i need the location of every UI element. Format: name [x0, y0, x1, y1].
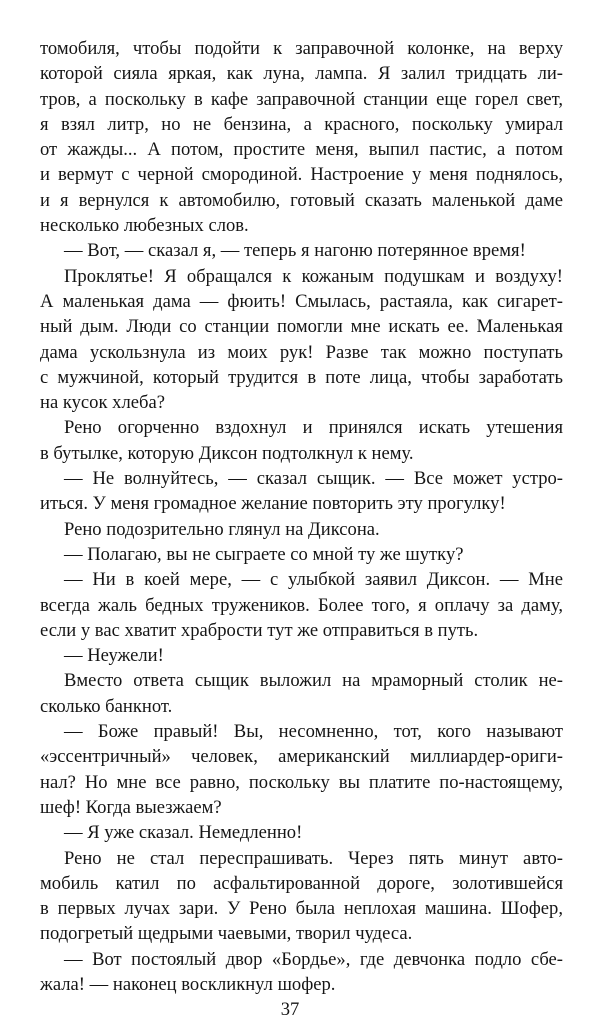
paragraph — [40, 668, 563, 719]
text-line: несколько любезных слов. — [40, 215, 249, 237]
text-line: — Не волнуйтесь, — сказал сыщик. — Все может устро- — [64, 468, 563, 490]
text-line: иться. У меня громадное желание повторить эту прогулку! — [40, 493, 506, 515]
text-line: — Ни в коей мере, — с улыбкой заявил Диксон. — Мне — [64, 569, 563, 591]
paragraph — [40, 719, 563, 820]
text-line: нал? Но мне все равно, поскольку вы платите по-настоящему, — [40, 771, 563, 793]
page-body-text — [40, 36, 563, 997]
paragraph — [40, 846, 563, 947]
paragraph — [40, 643, 563, 668]
text-line: Рено огорченно вздохнул и принялся искать утешения — [64, 417, 563, 439]
text-line: всегда жаль бедных тружеников. Более того, я оплачу за даму, — [40, 594, 563, 616]
text-line: — Вот, — сказал я, — теперь я нагоню потерянное время! — [64, 240, 526, 262]
text-line: которой сияла яркая, как луна, лампа. Я залил тридцать ли- — [40, 63, 563, 85]
text-line: дама ускользнула из моих рук! Разве так можно поступать — [40, 341, 563, 363]
text-line: томобиля, чтобы подойти к заправочной колонке, на верху — [40, 38, 563, 59]
text-line: ный дым. Люди со станции помогли мне искать ее. Маленькая — [40, 316, 563, 338]
text-line: Рено не стал переспрашивать. Через пять минут авто- — [64, 847, 563, 869]
text-line: от жажды... А потом, простите меня, выпил пастис, а потом — [40, 139, 563, 161]
paragraph — [40, 415, 563, 466]
paragraph — [40, 238, 563, 263]
text-line: — Вот постоялый двор «Бордье», где девчонка подло сбе- — [64, 948, 563, 970]
text-line: подогретый щедрыми чаевыми, творил чудеса. — [40, 923, 413, 945]
text-line: в бутылке, которую Диксон подтолкнул к нему. — [40, 442, 414, 464]
text-line: сколько банкнот. — [40, 695, 173, 717]
page-number: 37 — [280, 999, 300, 1020]
text-line: А маленькая дама — фюить! Смылась, растаяла, как сигарет- — [40, 290, 563, 312]
text-line: если у вас хватит храбрости тут же отправиться в путь. — [40, 619, 479, 641]
paragraph — [40, 947, 563, 998]
text-line: с мужчиной, который трудится в поте лица, чтобы заработать — [40, 366, 563, 388]
text-line: и я вернулся к автомобилю, готовый сказать маленькой даме — [40, 189, 563, 211]
text-line: Вместо ответа сыщик выложил на мраморный столик не- — [64, 670, 563, 692]
text-line: — Я уже сказал. Немедленно! — [64, 822, 303, 844]
paragraph — [40, 264, 563, 416]
text-line: Рено подозрительно глянул на Диксона. — [64, 518, 380, 540]
text-line: — Полагаю, вы не сыграете со мной ту же шутку? — [64, 543, 464, 565]
paragraph — [40, 517, 563, 542]
paragraph — [40, 466, 563, 517]
text-line: «эссентричный» человек, американский миллиардер-ориги- — [40, 746, 563, 768]
text-line: мобиль катил по асфальтированной дороге, золотившейся — [40, 872, 563, 894]
text-line: на кусок хлеба? — [40, 392, 165, 414]
text-line: тров, а поскольку в кафе заправочной станции еще горел свет, — [40, 88, 563, 110]
paragraph — [40, 567, 563, 643]
text-line: — Неужели! — [64, 645, 164, 667]
text-line: шеф! Когда выезжаем? — [40, 796, 222, 818]
text-line: и вермут с черной смородиной. Настроение у меня поднялось, — [40, 164, 563, 186]
text-line: Проклятье! Я обращался к кожаным подушкам и воздуху! — [64, 265, 563, 287]
paragraph — [40, 542, 563, 567]
paragraph — [40, 36, 563, 238]
text-line: — Боже правый! Вы, несомненно, тот, кого называют — [64, 721, 563, 743]
paragraph — [40, 820, 563, 845]
text-line: в первых лучах зари. У Рено была неплохая машина. Шофер, — [40, 898, 563, 920]
text-line: жала! — наконец воскликнул шофер. — [40, 973, 336, 995]
text-line: я взял литр, но не бензина, а красного, поскольку умирал — [40, 113, 563, 135]
